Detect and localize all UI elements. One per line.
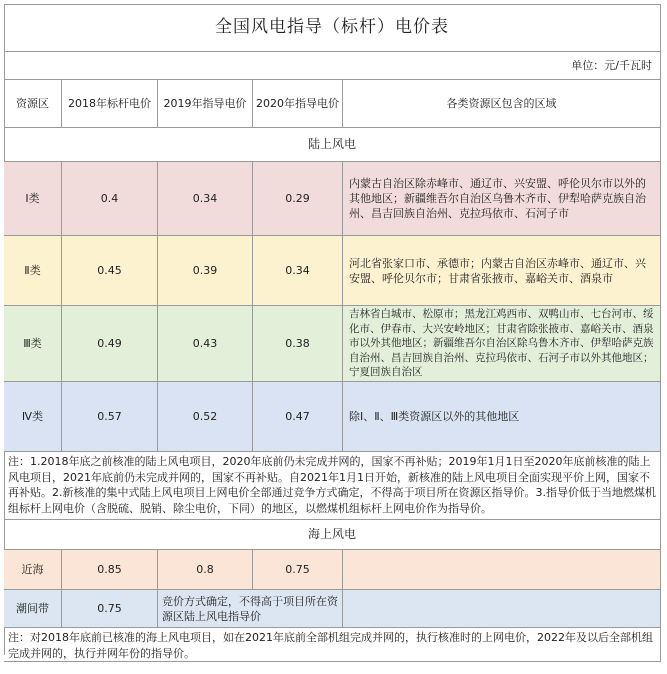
price-2019-cell: 0.39	[158, 236, 253, 306]
region-cell: 河北省张家口市、承德市；内蒙古自治区赤峰市、通辽市、兴安盟、呼伦贝尔市；甘肃省张掖市、嘉峪关市、酒泉市	[343, 236, 661, 306]
zone-cell: Ⅳ类	[4, 382, 62, 452]
region-cell: 除I、Ⅱ、Ⅲ类资源区以外的其他地区	[343, 382, 661, 452]
offshore-note: 注：对2018年底前已核准的海上风电项目，如在2021年底前全部机组完成并网的，执行核准时的上网电价，2022年及以后全部机组完成并网的，执行并网年份的指导价。	[4, 628, 661, 662]
region-cell-empty	[343, 590, 661, 628]
price-2019-cell: 0.43	[158, 306, 253, 382]
section-offshore: 海上风电	[4, 520, 661, 550]
zone-cell: Ⅱ类	[4, 236, 62, 306]
price-2019-cell: 0.8	[158, 550, 253, 590]
price-2019-cell: 0.34	[158, 162, 253, 236]
region-cell: 吉林省白城市、松原市；黑龙江鸡西市、双鸭山市、七台河市、绥化市、伊春市、大兴安岭地区；甘肃省除张掖市、嘉峪关市、酒泉市以外其他地区；新疆维吾尔自治区除乌鲁木齐市、伊犁哈萨克族自治州、昌吉回族自治州、克拉玛依市、石河子市以外其他地区；宁夏回族自治区	[343, 306, 661, 382]
onshore-note: 注：1.2018年底之前核准的陆上风电项目，2020年底前仍未完成并网的，国家不再补贴；2019年1月1日至2020年底前核准的陆上风电项目，2021年底前仍未完成并网的，国家不再补贴。自2021年1月1日开始，新核准的陆上风电项目全面实现平价上网，国家不再补贴。2.新核准的集中式陆上风电项目上网电价全部通过竞争方式确定，不得高于项目所在资源区指导价。3.指导价低于当地燃煤机组标杆上网电价（含脱硫、脱销、除尘电价，下同）的地区，以燃煤机组标杆上网电价作为指导价。	[4, 452, 661, 520]
price-2018-cell: 0.85	[62, 550, 158, 590]
header-2020: 2020年指导电价	[253, 80, 343, 128]
header-2018: 2018年标杆电价	[62, 80, 158, 128]
price-2020-cell: 0.29	[253, 162, 343, 236]
price-2018-cell: 0.75	[62, 590, 158, 628]
price-2018-cell: 0.4	[62, 162, 158, 236]
zone-cell: I类	[4, 162, 62, 236]
header-2019: 2019年指导电价	[158, 80, 253, 128]
table-title: 全国风电指导（标杆）电价表	[4, 4, 661, 52]
zone-cell: 近海	[4, 550, 62, 590]
header-region: 各类资源区包含的区域	[343, 80, 661, 128]
section-onshore: 陆上风电	[4, 128, 661, 162]
zone-cell: Ⅲ类	[4, 306, 62, 382]
unit-label: 单位：元/千瓦时	[4, 52, 661, 80]
region-cell: 内蒙古自治区除赤峰市、通辽市、兴安盟、呼伦贝尔市以外的其他地区；新疆维吾尔自治区乌鲁木齐市、伊犁哈萨克族自治州、昌吉回族自治州、克拉玛依市、石河子市	[343, 162, 661, 236]
header-zone: 资源区	[4, 80, 62, 128]
price-2018-cell: 0.49	[62, 306, 158, 382]
price-2018-cell: 0.57	[62, 382, 158, 452]
zone-cell: 潮间带	[4, 590, 62, 628]
merged-price-cell: 竞价方式确定，不得高于项目所在资源区陆上风电指导价	[158, 590, 343, 628]
price-2020-cell: 0.75	[253, 550, 343, 590]
price-2020-cell: 0.47	[253, 382, 343, 452]
price-2020-cell: 0.34	[253, 236, 343, 306]
price-2019-cell: 0.52	[158, 382, 253, 452]
price-2020-cell: 0.38	[253, 306, 343, 382]
price-2018-cell: 0.45	[62, 236, 158, 306]
region-cell-empty	[343, 550, 661, 590]
